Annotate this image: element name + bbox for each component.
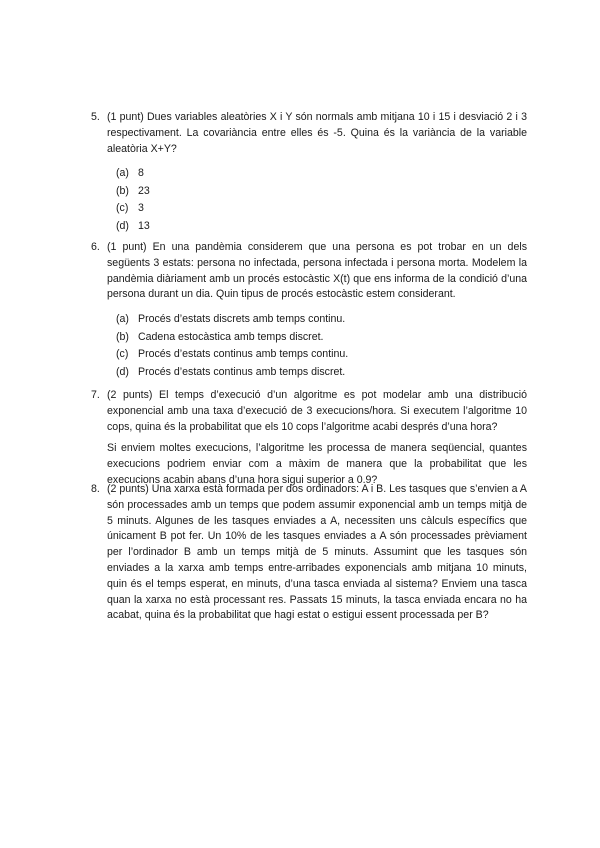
option-label: (d) <box>116 365 129 378</box>
question-5 <box>91 110 527 235</box>
option-label: (a) <box>116 313 129 326</box>
question-7 <box>91 388 527 489</box>
question-8 <box>91 482 527 624</box>
question-text: (2 punts) Una xarxa està formada per dos ordinadors: A i B. Les tasques que s’envien a A són processades amb un temps que podem assumir exponencial amb un temps mitjà de 5 minuts. Algunes de les tasques enviades a A, necessiten uns càlculs específics que únicament B pot fer. Un 10% de les tasques enviades a A són processades prèviament per l’ordinador B amb un temps mitjà de 5 minuts. Assumint que les tasques són enviades a la xarxa amb temps entre-arribades exponencials amb mitjana 10 minuts, quin és el temps esperat, en minuts, d’una tasca enviada al sistema? Enviem una tasca quan la xarxa no està processant res. Passats 15 minuts, la tasca enviada encara no ha acabat, quina és la probabilitat que hagi estat o estigui essent processada per B? <box>107 483 527 622</box>
option-text: Cadena estocàstica amb temps discret. <box>138 330 324 343</box>
answer-options <box>107 165 527 235</box>
question-number: 5. <box>91 111 100 123</box>
option-text: Procés d’estats discrets amb temps continu. <box>138 313 346 326</box>
option-a <box>116 165 527 183</box>
option-label: (c) <box>116 348 129 361</box>
option-text: 8 <box>138 167 144 180</box>
question-number: 6. <box>91 241 100 253</box>
question-number: 8. <box>91 483 100 495</box>
question-body <box>107 388 527 489</box>
option-a <box>116 311 527 329</box>
question-number: 7. <box>91 389 100 401</box>
option-text: Procés d’estats continus amb temps discret. <box>138 365 346 378</box>
option-label: (d) <box>116 219 129 232</box>
question-6 <box>91 240 527 381</box>
option-text: Procés d’estats continus amb temps continu. <box>138 348 349 361</box>
question-text: (1 punt) Dues variables aleatòries X i Y són normals amb mitjana 10 i 15 i desviació 2 i 3 respectivament. La covariància entre elles és -5. Quina és la variància de la variable aleatòria X+Y? <box>107 111 527 155</box>
question-body <box>107 482 527 624</box>
question-text-continued: Si enviem moltes execucions, l’algoritme les processa de manera seqüencial, quantes execucions podriem enviar com a màxim de manera que la probabilitat que les execucions acabin abans d’una hora sigui superior a 0.9? <box>107 442 527 486</box>
option-text: 3 <box>138 202 144 215</box>
option-d <box>116 218 527 236</box>
option-label: (c) <box>116 202 129 215</box>
option-text: 23 <box>138 184 150 197</box>
option-text: 13 <box>138 219 150 232</box>
question-body <box>107 110 527 235</box>
answer-options <box>107 311 527 381</box>
option-c <box>116 200 527 218</box>
question-text: (2 punts) El temps d’execució d’un algoritme es pot modelar amb una distribució exponencial amb una taxa d’execució de 3 execucions/hora. Si executem l’algoritme 10 cops, quina és la probabilitat que els 10 cops l’algoritme acabi després d’una hora? <box>107 389 527 433</box>
option-b <box>116 329 527 347</box>
option-label: (b) <box>116 184 129 197</box>
question-text: (1 punt) En una pandèmia considerem que una persona es pot trobar en un dels següents 3 estats: persona no infectada, persona infectada i persona morta. Modelem la pandèmia diàriament amb un procés estocàstic X(t) que ens informa de la condició d’una persona durant un dia. Quin tipus de procés estocàstic estem considerant. <box>107 241 527 301</box>
option-c <box>116 346 527 364</box>
option-d <box>116 364 527 382</box>
option-label: (b) <box>116 330 129 343</box>
option-b <box>116 183 527 201</box>
option-label: (a) <box>116 167 129 180</box>
question-body <box>107 240 527 381</box>
